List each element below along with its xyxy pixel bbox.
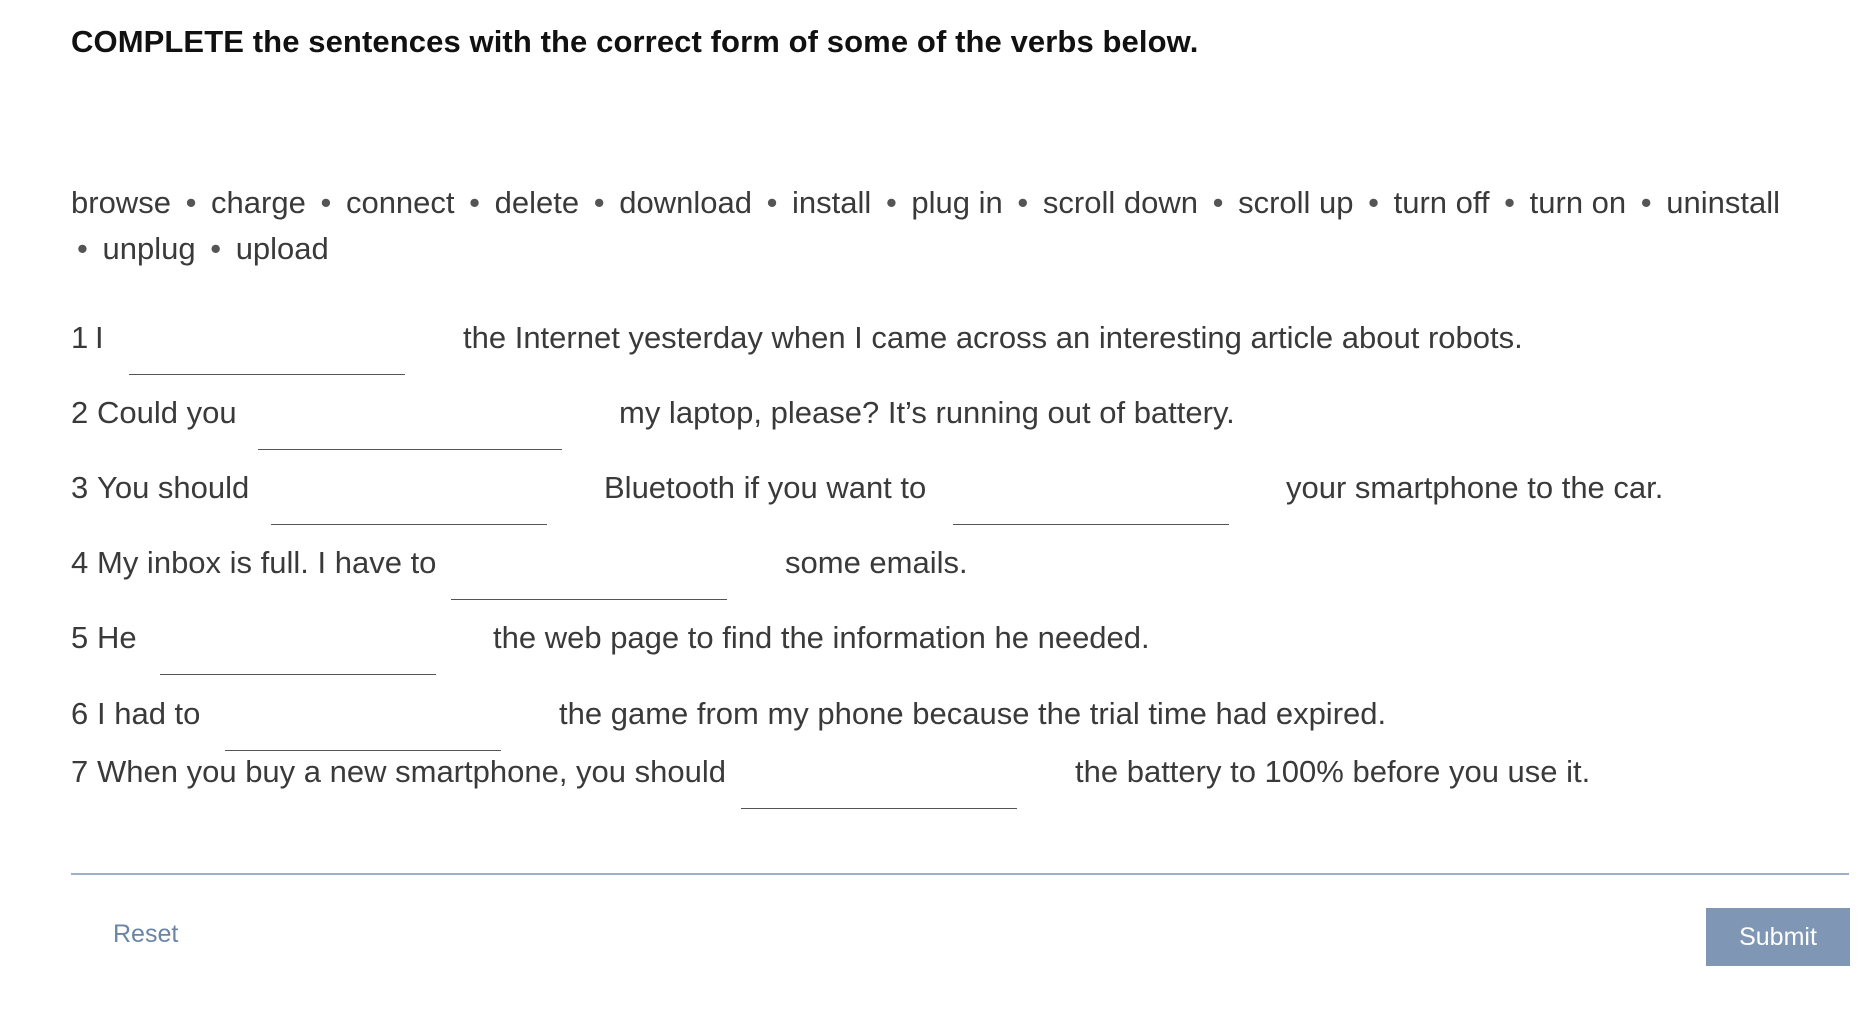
sentence-text: the battery to 100% before you use it. <box>1075 754 1591 789</box>
word-separator: • <box>766 185 778 220</box>
answer-input-2[interactable] <box>258 425 562 450</box>
word-separator: • <box>1640 185 1652 220</box>
sentence-text: your smartphone to the car. <box>1286 470 1664 505</box>
sentence-6 <box>71 696 1771 748</box>
sentence-text: Could you <box>97 395 237 430</box>
reset-button[interactable]: Reset <box>113 920 179 948</box>
sentence-text: some emails. <box>785 545 968 580</box>
sentence-number: 3 <box>71 470 89 505</box>
submit-button[interactable]: Submit <box>1706 908 1850 966</box>
word-bank-item: install <box>792 185 872 220</box>
sentence-number: 5 <box>71 620 89 655</box>
word-separator: • <box>885 185 897 220</box>
sentence-text: the Internet yesterday when I came across an interesting article about robots. <box>463 320 1523 355</box>
sentence-text: When you buy a new smartphone, you should <box>97 754 726 789</box>
sentence-text: You should <box>97 470 250 505</box>
sentence-text: My inbox is full. I have to <box>97 545 437 580</box>
sentence-number: 6 <box>71 696 89 731</box>
answer-input-7[interactable] <box>741 784 1017 809</box>
sentence-text: my laptop, please? It’s running out of battery. <box>619 395 1235 430</box>
answer-input-3b[interactable] <box>953 500 1229 525</box>
sentence-7 <box>71 754 1771 806</box>
word-separator: • <box>1504 185 1516 220</box>
word-bank-item: unplug <box>102 231 196 266</box>
word-bank-item: browse <box>71 185 171 220</box>
word-bank-item: connect <box>345 185 455 220</box>
word-separator: • <box>1368 185 1379 220</box>
sentence-text: He <box>97 620 137 655</box>
word-separator: • <box>185 185 197 220</box>
word-bank-item: charge <box>211 185 306 220</box>
answer-input-6[interactable] <box>225 726 501 751</box>
footer-divider <box>71 873 1849 875</box>
word-bank-item: download <box>619 185 752 220</box>
sentence-4 <box>71 545 1771 597</box>
sentence-1 <box>71 320 1771 372</box>
sentence-number: 1 <box>71 320 89 355</box>
sentence-number: 7 <box>71 754 89 789</box>
word-separator: • <box>320 185 332 220</box>
word-bank-item: scroll down <box>1042 185 1198 220</box>
answer-input-4[interactable] <box>451 575 727 600</box>
sentence-number: 4 <box>71 545 89 580</box>
sentence-text: Bluetooth if you want to <box>604 470 927 505</box>
word-bank <box>71 180 1791 272</box>
sentence-text: the game from my phone because the trial time had expired. <box>559 696 1387 731</box>
word-separator: • <box>77 231 88 266</box>
word-bank-item: upload <box>235 231 329 266</box>
word-bank-item: uninstall <box>1666 185 1781 220</box>
sentence-3 <box>71 470 1771 522</box>
word-bank-item: turn off <box>1393 185 1490 220</box>
sentence-2 <box>71 395 1771 447</box>
word-separator: • <box>469 185 481 220</box>
word-bank-item: scroll up <box>1238 185 1354 220</box>
answer-input-3a[interactable] <box>271 500 547 525</box>
answer-input-5[interactable] <box>160 650 436 675</box>
word-separator: • <box>1212 185 1224 220</box>
sentence-text: I <box>95 320 104 355</box>
word-separator: • <box>1017 185 1029 220</box>
word-separator: • <box>593 185 605 220</box>
answer-input-1[interactable] <box>129 350 405 375</box>
word-bank-item: plug in <box>911 185 1003 220</box>
sentence-text: I had to <box>97 696 201 731</box>
sentence-number: 2 <box>71 395 89 430</box>
sentence-text: the web page to find the information he needed. <box>493 620 1150 655</box>
word-bank-item: delete <box>494 185 580 220</box>
sentence-5 <box>71 620 1771 672</box>
word-separator: • <box>210 231 222 266</box>
word-bank-item: turn on <box>1529 185 1627 220</box>
exercise-instruction: COMPLETE the sentences with the correct form of some of the verbs below. <box>71 24 1199 59</box>
